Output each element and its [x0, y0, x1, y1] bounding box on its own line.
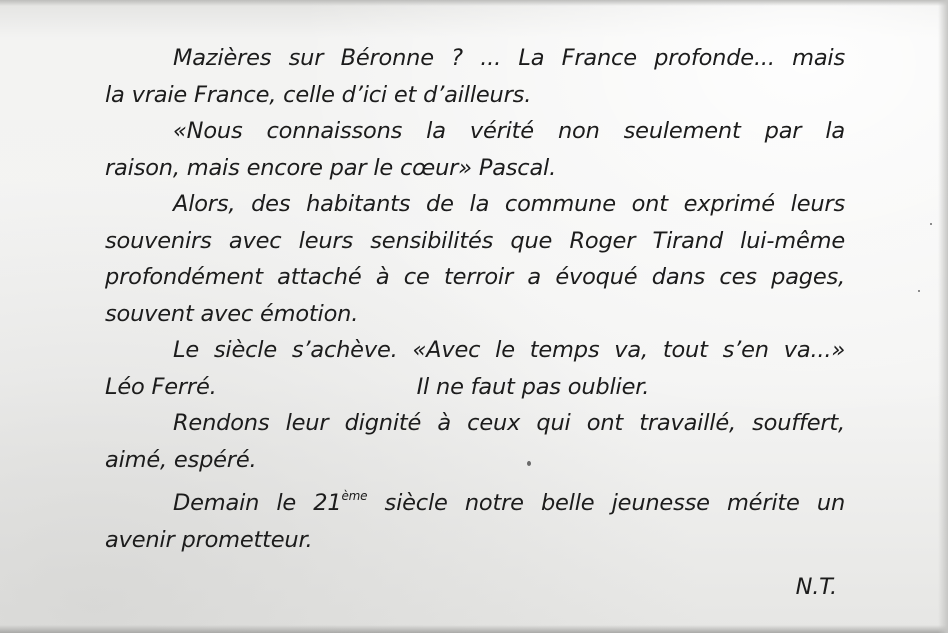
signature: N.T.: [795, 574, 837, 600]
text-line: raison, mais encore par le cœur» Pascal.: [105, 154, 557, 181]
paragraph-6: [105, 478, 845, 558]
text-line: avenir prometteur.: [105, 526, 313, 553]
text-line: souvenirs avec leurs sensibilités que Roger Tirand lui-même: [105, 227, 845, 254]
text-line: Alors, des habitants de la commune ont exprimé leurs: [173, 191, 845, 217]
text-line: Mazières sur Béronne ? ... La France profonde... mais: [173, 45, 845, 71]
text-line: Rendons leur dignité à ceux qui ont travaillé, souffert,: [173, 410, 845, 436]
superscript: ème: [341, 489, 368, 503]
page-edge-top: [0, 0, 948, 6]
text-line: «Nous connaissons la vérité non seulement par la: [173, 118, 845, 144]
text-line: [105, 478, 845, 522]
text-fragment: siècle notre belle jeunesse mérite un: [367, 490, 845, 516]
dust-speck: [918, 290, 920, 292]
text-fragment: Demain le 21: [173, 490, 342, 516]
paragraph-1: [105, 40, 845, 113]
paragraph-3: [105, 186, 845, 332]
dust-speck: [930, 223, 932, 225]
text-line: la vraie France, celle d’ici et d’ailleurs.: [105, 81, 532, 108]
paragraph-4: [105, 332, 845, 405]
page-edge-bottom: [0, 625, 948, 633]
text-line: profondément attaché à ce terroir a évoqué dans ces pages,: [105, 264, 845, 290]
quote-author: Léo Ferré.: [105, 373, 217, 400]
text-line: Le siècle s’achève. «Avec le temps va, tout s’en va...»: [173, 337, 845, 363]
text-line: souvent avec émotion.: [105, 300, 359, 327]
paragraph-5: [105, 405, 845, 478]
text-line: aimé, espéré.: [105, 446, 257, 473]
paragraph-2: [105, 113, 845, 186]
body-text: [105, 40, 845, 606]
page-edge-right: [938, 0, 948, 633]
closing-remark: Il ne faut pas oublier.: [416, 373, 650, 400]
text-line: [105, 369, 845, 406]
